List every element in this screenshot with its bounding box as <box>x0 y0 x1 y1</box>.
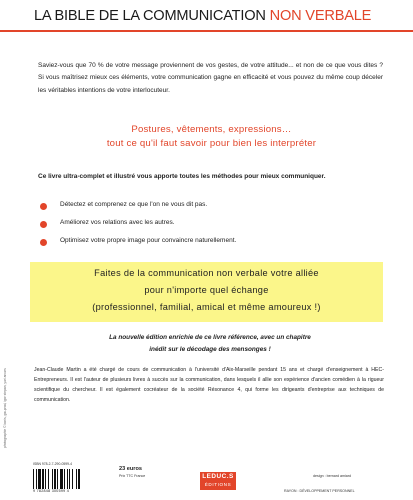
bullet-dot-icon <box>40 221 47 228</box>
bullet-dot-icon <box>40 239 47 246</box>
highlight-line-2: tout ce qu'il faut savoir pour bien les interpréter <box>106 138 317 149</box>
benefit-item <box>38 200 383 218</box>
lead-paragraph: Ce livre ultra-complet et illustré vous apporte toutes les méthodes pour mieux communiquer. <box>38 173 326 180</box>
edition-note-line-1: La nouvelle édition enrichie de ce livre référence, avec un chapitre <box>109 334 311 341</box>
benefit-text: Améliorez vos relations avec les autres. <box>60 219 175 226</box>
benefit-text: Optimisez votre propre image pour convaincre naturellement. <box>60 237 237 244</box>
price: 23 euros <box>119 466 143 472</box>
barcode-number: 9 782848 300599 4 <box>33 489 70 493</box>
title-accent: NON VERBALE <box>269 8 372 24</box>
intro-paragraph: Saviez-vous que 70 % de votre message proviennent de vos gestes, de votre attitude... et non de ce que vous dites ? Si vous maîtrisez mieux ces éléments, votre communication gagne en efficacité et vous pouvez du même coup déceler les véritables intentions de votre interlocuteur. <box>38 62 383 94</box>
price-note: Prix TTC France <box>119 474 146 478</box>
callout-line-1: Faites de la communication non verbale votre alliée <box>94 268 319 278</box>
publisher-logo <box>200 472 236 490</box>
author-bio: Jean-Claude Martin a été chargé de cours de communication à l'université d'Aix-Marseille pendant 15 ans et chargé d'enseignement à HEC-Entrepreneurs. Il est l'auteur de plusieurs livres à succès sur la communication, dans lesquels il allie son expérience d'ancien comédien à la rigueur scientifique du chercheur. Il est également cocréateur de la société Résonance 4, qui forme les dirigeants d'entreprise aux techniques de communication. <box>34 367 384 403</box>
edition-note <box>34 332 386 355</box>
design-credit: design : bernard amiard <box>313 474 351 478</box>
benefit-text: Détectez et comprenez ce que l'on ne vous dit pas. <box>60 201 208 208</box>
highlight-line-1: Postures, vêtements, expressions… <box>131 124 292 135</box>
bullet-dot-icon <box>40 203 47 210</box>
title-underline <box>0 30 413 32</box>
shelf-category: RAYON : DÉVELOPPEMENT PERSONNEL <box>284 489 355 493</box>
publisher-subtitle: ÉDITIONS <box>204 482 232 487</box>
photo-credit: photographie © boris, gw-prod, igor stepan, yuri arcurs <box>3 368 7 448</box>
barcode-bar <box>80 469 81 489</box>
isbn-text: ISBN 978-2-7-290-0599-4 <box>33 462 73 466</box>
benefit-item <box>38 236 383 254</box>
callout-box <box>30 262 383 322</box>
callout-line-3: (professionnel, familial, amical et même amoureux !) <box>92 302 321 312</box>
callout-line-2: pour n'importe quel échange <box>144 285 269 295</box>
benefit-item <box>38 218 383 236</box>
edition-note-line-2: inédit sur le décodage des mensonges ! <box>149 345 271 353</box>
publisher-name: LEDUC.S <box>202 473 234 480</box>
title-main: LA BIBLE DE LA COMMUNICATION <box>34 8 266 24</box>
benefit-list <box>38 200 383 254</box>
barcode <box>33 467 93 489</box>
cover-title <box>34 8 394 24</box>
